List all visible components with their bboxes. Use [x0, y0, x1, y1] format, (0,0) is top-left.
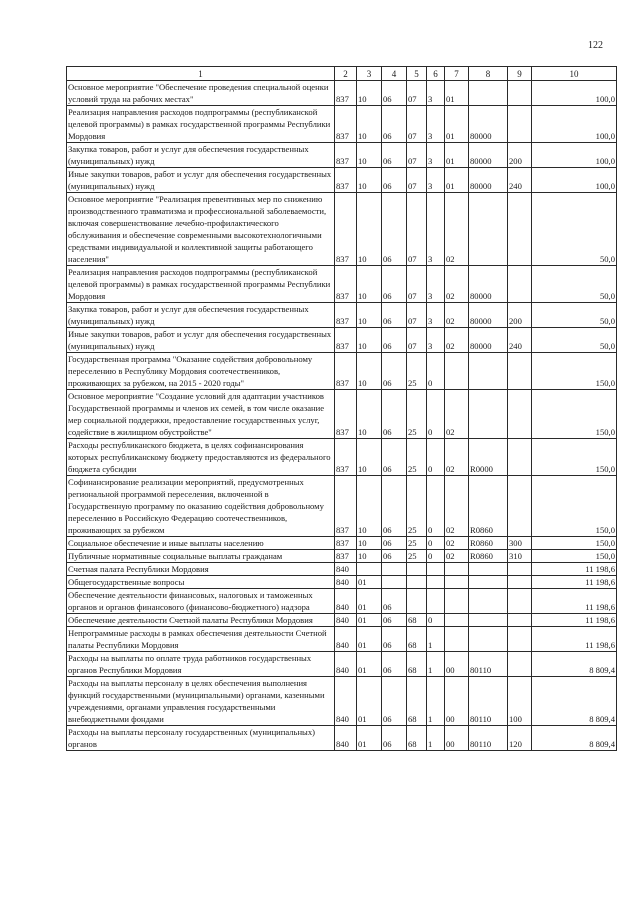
event-code-cell: 01 — [445, 143, 469, 168]
section-code-cell: 10 — [357, 303, 382, 328]
program-code-cell: 68 — [407, 726, 427, 751]
table-row — [67, 537, 617, 550]
table-row — [67, 266, 617, 303]
section-code-cell: 10 — [357, 476, 382, 537]
event-code-cell: 01 — [445, 106, 469, 143]
subsection-code-cell: 06 — [382, 726, 407, 751]
amount-cell: 11 198,6 — [532, 589, 617, 614]
subprogram-code-cell: 3 — [427, 168, 445, 193]
header-cell: 5 — [407, 67, 427, 81]
row-name-cell: Счетная палата Республики Мордовия — [67, 563, 335, 576]
ministry-code-cell: 840 — [335, 726, 357, 751]
event-code-cell: 02 — [445, 390, 469, 439]
event-code-cell: 01 — [445, 81, 469, 106]
subsection-code-cell: 06 — [382, 81, 407, 106]
ministry-code-cell: 837 — [335, 193, 357, 266]
expense-type-cell — [508, 589, 532, 614]
ministry-code-cell: 840 — [335, 576, 357, 589]
row-name-cell: Расходы на выплаты по оплате труда работников государственных органов Республики Мордовия — [67, 652, 335, 677]
expense-type-cell: 310 — [508, 550, 532, 563]
subsection-code-cell: 06 — [382, 390, 407, 439]
row-name-cell: Основное мероприятие "Реализация превентивных мер по снижению производственного травматизма и профессиональной заболеваемости, включая совершенствование лечебно-профилактического обслуживания и обеспечение современными высокотехнологичными средствами индивидуальной и коллективной защиты работающего населения" — [67, 193, 335, 266]
header-cell: 3 — [357, 67, 382, 81]
expense-type-cell — [508, 627, 532, 652]
direction-code-cell: R0860 — [469, 537, 508, 550]
amount-cell: 11 198,6 — [532, 627, 617, 652]
subprogram-code-cell: 3 — [427, 303, 445, 328]
program-code-cell: 07 — [407, 143, 427, 168]
amount-cell: 100,0 — [532, 106, 617, 143]
section-code-cell: 01 — [357, 627, 382, 652]
expense-type-cell: 120 — [508, 726, 532, 751]
expense-type-cell — [508, 81, 532, 106]
amount-cell: 150,0 — [532, 439, 617, 476]
table-body — [67, 67, 617, 751]
amount-cell: 150,0 — [532, 550, 617, 563]
ministry-code-cell: 840 — [335, 563, 357, 576]
amount-cell: 100,0 — [532, 168, 617, 193]
section-code-cell: 10 — [357, 537, 382, 550]
subprogram-code-cell: 1 — [427, 677, 445, 726]
budget-table — [66, 66, 617, 751]
direction-code-cell: 80110 — [469, 726, 508, 751]
table-row — [67, 726, 617, 751]
table-row — [67, 168, 617, 193]
program-code-cell: 25 — [407, 537, 427, 550]
subsection-code-cell: 06 — [382, 439, 407, 476]
program-code-cell: 25 — [407, 439, 427, 476]
program-code-cell: 25 — [407, 476, 427, 537]
program-code-cell: 07 — [407, 303, 427, 328]
program-code-cell: 07 — [407, 106, 427, 143]
subsection-code-cell: 06 — [382, 266, 407, 303]
row-name-cell: Общегосударственные вопросы — [67, 576, 335, 589]
section-code-cell — [357, 563, 382, 576]
amount-cell: 100,0 — [532, 143, 617, 168]
amount-cell: 8 809,4 — [532, 726, 617, 751]
section-code-cell: 01 — [357, 652, 382, 677]
direction-code-cell — [469, 390, 508, 439]
expense-type-cell — [508, 652, 532, 677]
header-cell: 7 — [445, 67, 469, 81]
event-code-cell — [445, 627, 469, 652]
event-code-cell: 02 — [445, 303, 469, 328]
ministry-code-cell: 837 — [335, 266, 357, 303]
ministry-code-cell: 837 — [335, 353, 357, 390]
subsection-code-cell: 06 — [382, 168, 407, 193]
section-code-cell: 10 — [357, 390, 382, 439]
program-code-cell: 68 — [407, 677, 427, 726]
subprogram-code-cell — [427, 589, 445, 614]
row-name-cell: Закупка товаров, работ и услуг для обеспечения государственных (муниципальных) нужд — [67, 303, 335, 328]
program-code-cell — [407, 589, 427, 614]
table-row — [67, 476, 617, 537]
direction-code-cell — [469, 589, 508, 614]
subprogram-code-cell: 1 — [427, 652, 445, 677]
direction-code-cell: R0860 — [469, 550, 508, 563]
ministry-code-cell: 837 — [335, 143, 357, 168]
section-code-cell: 01 — [357, 576, 382, 589]
direction-code-cell — [469, 576, 508, 589]
direction-code-cell — [469, 563, 508, 576]
row-name-cell: Софинансирование реализации мероприятий, предусмотренных региональной программой переселения, включенной в Государственную программу по оказанию содействия добровольному переселению в Российскую Федерацию соотечественников, проживающих за рубежом — [67, 476, 335, 537]
table-row — [67, 627, 617, 652]
event-code-cell: 02 — [445, 193, 469, 266]
subprogram-code-cell: 3 — [427, 81, 445, 106]
ministry-code-cell: 837 — [335, 439, 357, 476]
ministry-code-cell: 840 — [335, 652, 357, 677]
row-name-cell: Обеспечение деятельности финансовых, налоговых и таможенных органов и органов финансового (финансово-бюджетного) надзора — [67, 589, 335, 614]
ministry-code-cell: 840 — [335, 614, 357, 627]
event-code-cell: 01 — [445, 168, 469, 193]
amount-cell: 50,0 — [532, 303, 617, 328]
amount-cell: 150,0 — [532, 537, 617, 550]
direction-code-cell: 80000 — [469, 303, 508, 328]
subsection-code-cell: 06 — [382, 476, 407, 537]
amount-cell: 150,0 — [532, 476, 617, 537]
subsection-code-cell: 06 — [382, 193, 407, 266]
direction-code-cell: 80000 — [469, 266, 508, 303]
expense-type-cell: 300 — [508, 537, 532, 550]
header-cell: 1 — [67, 67, 335, 81]
direction-code-cell — [469, 614, 508, 627]
table-row — [67, 439, 617, 476]
subsection-code-cell: 06 — [382, 589, 407, 614]
ministry-code-cell: 837 — [335, 303, 357, 328]
event-code-cell: 00 — [445, 726, 469, 751]
ministry-code-cell: 840 — [335, 627, 357, 652]
event-code-cell: 00 — [445, 652, 469, 677]
program-code-cell: 07 — [407, 193, 427, 266]
event-code-cell: 02 — [445, 266, 469, 303]
direction-code-cell: 80000 — [469, 143, 508, 168]
table-row — [67, 106, 617, 143]
subprogram-code-cell: 3 — [427, 266, 445, 303]
row-name-cell: Публичные нормативные социальные выплаты гражданам — [67, 550, 335, 563]
header-cell: 6 — [427, 67, 445, 81]
amount-cell: 11 198,6 — [532, 563, 617, 576]
ministry-code-cell: 837 — [335, 106, 357, 143]
subprogram-code-cell: 0 — [427, 614, 445, 627]
direction-code-cell — [469, 193, 508, 266]
event-code-cell — [445, 563, 469, 576]
header-cell: 9 — [508, 67, 532, 81]
section-code-cell: 10 — [357, 328, 382, 353]
row-name-cell: Социальное обеспечение и иные выплаты населению — [67, 537, 335, 550]
subprogram-code-cell: 1 — [427, 726, 445, 751]
ministry-code-cell: 837 — [335, 328, 357, 353]
subprogram-code-cell: 3 — [427, 193, 445, 266]
amount-cell: 11 198,6 — [532, 576, 617, 589]
amount-cell: 50,0 — [532, 266, 617, 303]
expense-type-cell — [508, 266, 532, 303]
expense-type-cell — [508, 576, 532, 589]
section-code-cell: 01 — [357, 589, 382, 614]
program-code-cell: 68 — [407, 652, 427, 677]
program-code-cell: 25 — [407, 390, 427, 439]
section-code-cell: 01 — [357, 726, 382, 751]
row-name-cell: Обеспечение деятельности Счетной палаты Республики Мордовия — [67, 614, 335, 627]
amount-cell: 8 809,4 — [532, 652, 617, 677]
subprogram-code-cell: 0 — [427, 476, 445, 537]
program-code-cell: 07 — [407, 168, 427, 193]
section-code-cell: 10 — [357, 143, 382, 168]
expense-type-cell: 100 — [508, 677, 532, 726]
subsection-code-cell: 06 — [382, 677, 407, 726]
expense-type-cell — [508, 106, 532, 143]
direction-code-cell: 80000 — [469, 106, 508, 143]
ministry-code-cell: 837 — [335, 81, 357, 106]
subsection-code-cell: 06 — [382, 652, 407, 677]
expense-type-cell: 200 — [508, 143, 532, 168]
amount-cell: 100,0 — [532, 81, 617, 106]
section-code-cell: 10 — [357, 550, 382, 563]
program-code-cell: 25 — [407, 550, 427, 563]
header-row — [67, 67, 617, 81]
table-row — [67, 390, 617, 439]
row-name-cell: Расходы республиканского бюджета, в целях софинансирования которых республиканскому бюджету предоставляются из федерального бюджета субсидии — [67, 439, 335, 476]
section-code-cell: 10 — [357, 193, 382, 266]
section-code-cell: 10 — [357, 106, 382, 143]
event-code-cell: 02 — [445, 550, 469, 563]
section-code-cell: 10 — [357, 353, 382, 390]
program-code-cell — [407, 576, 427, 589]
program-code-cell: 68 — [407, 627, 427, 652]
direction-code-cell — [469, 81, 508, 106]
section-code-cell: 10 — [357, 266, 382, 303]
table-row — [67, 303, 617, 328]
section-code-cell: 01 — [357, 614, 382, 627]
direction-code-cell: 80000 — [469, 328, 508, 353]
program-code-cell — [407, 563, 427, 576]
header-cell: 4 — [382, 67, 407, 81]
table-row — [67, 563, 617, 576]
subprogram-code-cell — [427, 576, 445, 589]
expense-type-cell — [508, 353, 532, 390]
event-code-cell — [445, 353, 469, 390]
event-code-cell — [445, 576, 469, 589]
ministry-code-cell: 837 — [335, 168, 357, 193]
event-code-cell: 00 — [445, 677, 469, 726]
direction-code-cell: 80000 — [469, 168, 508, 193]
program-code-cell: 25 — [407, 353, 427, 390]
row-name-cell: Реализация направления расходов подпрограммы (республиканской целевой программы) в рамках государственной программы Республики Мордовия — [67, 106, 335, 143]
direction-code-cell — [469, 353, 508, 390]
section-code-cell: 10 — [357, 81, 382, 106]
page-number: 122 — [588, 40, 603, 51]
subsection-code-cell: 06 — [382, 550, 407, 563]
subsection-code-cell: 06 — [382, 627, 407, 652]
program-code-cell: 68 — [407, 614, 427, 627]
ministry-code-cell: 840 — [335, 677, 357, 726]
row-name-cell: Расходы на выплаты персоналу государственных (муниципальных) органов — [67, 726, 335, 751]
subsection-code-cell: 06 — [382, 143, 407, 168]
ministry-code-cell: 837 — [335, 537, 357, 550]
expense-type-cell: 240 — [508, 168, 532, 193]
amount-cell: 11 198,6 — [532, 614, 617, 627]
direction-code-cell: R0000 — [469, 439, 508, 476]
event-code-cell — [445, 614, 469, 627]
subsection-code-cell: 06 — [382, 106, 407, 143]
ministry-code-cell: 837 — [335, 550, 357, 563]
expense-type-cell: 240 — [508, 328, 532, 353]
table-row — [67, 576, 617, 589]
direction-code-cell: 80110 — [469, 677, 508, 726]
expense-type-cell — [508, 476, 532, 537]
subprogram-code-cell: 0 — [427, 550, 445, 563]
row-name-cell: Основное мероприятие "Создание условий для адаптации участников Государственной программы и членов их семей, в том числе оказание мер социальной поддержки, предоставление государственных услуг, содействие в жилищном обустройстве" — [67, 390, 335, 439]
table-row — [67, 652, 617, 677]
program-code-cell: 07 — [407, 81, 427, 106]
subsection-code-cell: 06 — [382, 614, 407, 627]
table-row — [67, 353, 617, 390]
ministry-code-cell: 837 — [335, 476, 357, 537]
row-name-cell: Закупка товаров, работ и услуг для обеспечения государственных (муниципальных) нужд — [67, 143, 335, 168]
subsection-code-cell: 06 — [382, 303, 407, 328]
event-code-cell: 02 — [445, 476, 469, 537]
table-row — [67, 81, 617, 106]
amount-cell: 50,0 — [532, 328, 617, 353]
subsection-code-cell — [382, 576, 407, 589]
direction-code-cell: 80110 — [469, 652, 508, 677]
amount-cell: 50,0 — [532, 193, 617, 266]
amount-cell: 8 809,4 — [532, 677, 617, 726]
subsection-code-cell: 06 — [382, 328, 407, 353]
subsection-code-cell: 06 — [382, 537, 407, 550]
section-code-cell: 01 — [357, 677, 382, 726]
expense-type-cell — [508, 614, 532, 627]
amount-cell: 150,0 — [532, 353, 617, 390]
event-code-cell: 02 — [445, 537, 469, 550]
row-name-cell: Основное мероприятие "Обеспечение проведения специальной оценки условий труда на рабочих местах" — [67, 81, 335, 106]
header-cell: 10 — [532, 67, 617, 81]
table-row — [67, 328, 617, 353]
subprogram-code-cell: 0 — [427, 353, 445, 390]
header-cell: 2 — [335, 67, 357, 81]
subprogram-code-cell: 3 — [427, 143, 445, 168]
subsection-code-cell — [382, 563, 407, 576]
row-name-cell: Государственная программа "Оказание содействия добровольному переселению в Республику Мордовия соотечественников, проживающих за рубежом, на 2015 - 2020 годы" — [67, 353, 335, 390]
table-row — [67, 143, 617, 168]
row-name-cell: Непрограммные расходы в рамках обеспечения деятельности Счетной палаты Республики Мордовия — [67, 627, 335, 652]
ministry-code-cell: 837 — [335, 390, 357, 439]
table-row — [67, 589, 617, 614]
expense-type-cell — [508, 439, 532, 476]
section-code-cell: 10 — [357, 168, 382, 193]
ministry-code-cell: 840 — [335, 589, 357, 614]
event-code-cell: 02 — [445, 328, 469, 353]
table-row — [67, 550, 617, 563]
subprogram-code-cell: 1 — [427, 627, 445, 652]
subsection-code-cell: 06 — [382, 353, 407, 390]
program-code-cell: 07 — [407, 266, 427, 303]
row-name-cell: Реализация направления расходов подпрограммы (республиканской целевой программы) в рамках государственной программы Республики Мордовия — [67, 266, 335, 303]
expense-type-cell: 200 — [508, 303, 532, 328]
expense-type-cell — [508, 193, 532, 266]
row-name-cell: Иные закупки товаров, работ и услуг для обеспечения государственных (муниципальных) нужд — [67, 168, 335, 193]
expense-type-cell — [508, 390, 532, 439]
program-code-cell: 07 — [407, 328, 427, 353]
direction-code-cell: R0860 — [469, 476, 508, 537]
amount-cell: 150,0 — [532, 390, 617, 439]
header-cell: 8 — [469, 67, 508, 81]
subprogram-code-cell: 0 — [427, 537, 445, 550]
direction-code-cell — [469, 627, 508, 652]
event-code-cell — [445, 589, 469, 614]
row-name-cell: Расходы на выплаты персоналу в целях обеспечения выполнения функций государственными (муниципальными) органами, казенными учреждениями, органами управления государственными внебюджетными фондами — [67, 677, 335, 726]
subprogram-code-cell — [427, 563, 445, 576]
section-code-cell: 10 — [357, 439, 382, 476]
expense-type-cell — [508, 563, 532, 576]
table-row — [67, 193, 617, 266]
subprogram-code-cell: 3 — [427, 328, 445, 353]
event-code-cell: 02 — [445, 439, 469, 476]
table-row — [67, 677, 617, 726]
subprogram-code-cell: 0 — [427, 439, 445, 476]
subprogram-code-cell: 3 — [427, 106, 445, 143]
row-name-cell: Иные закупки товаров, работ и услуг для обеспечения государственных (муниципальных) нужд — [67, 328, 335, 353]
table-row — [67, 614, 617, 627]
subprogram-code-cell: 0 — [427, 390, 445, 439]
